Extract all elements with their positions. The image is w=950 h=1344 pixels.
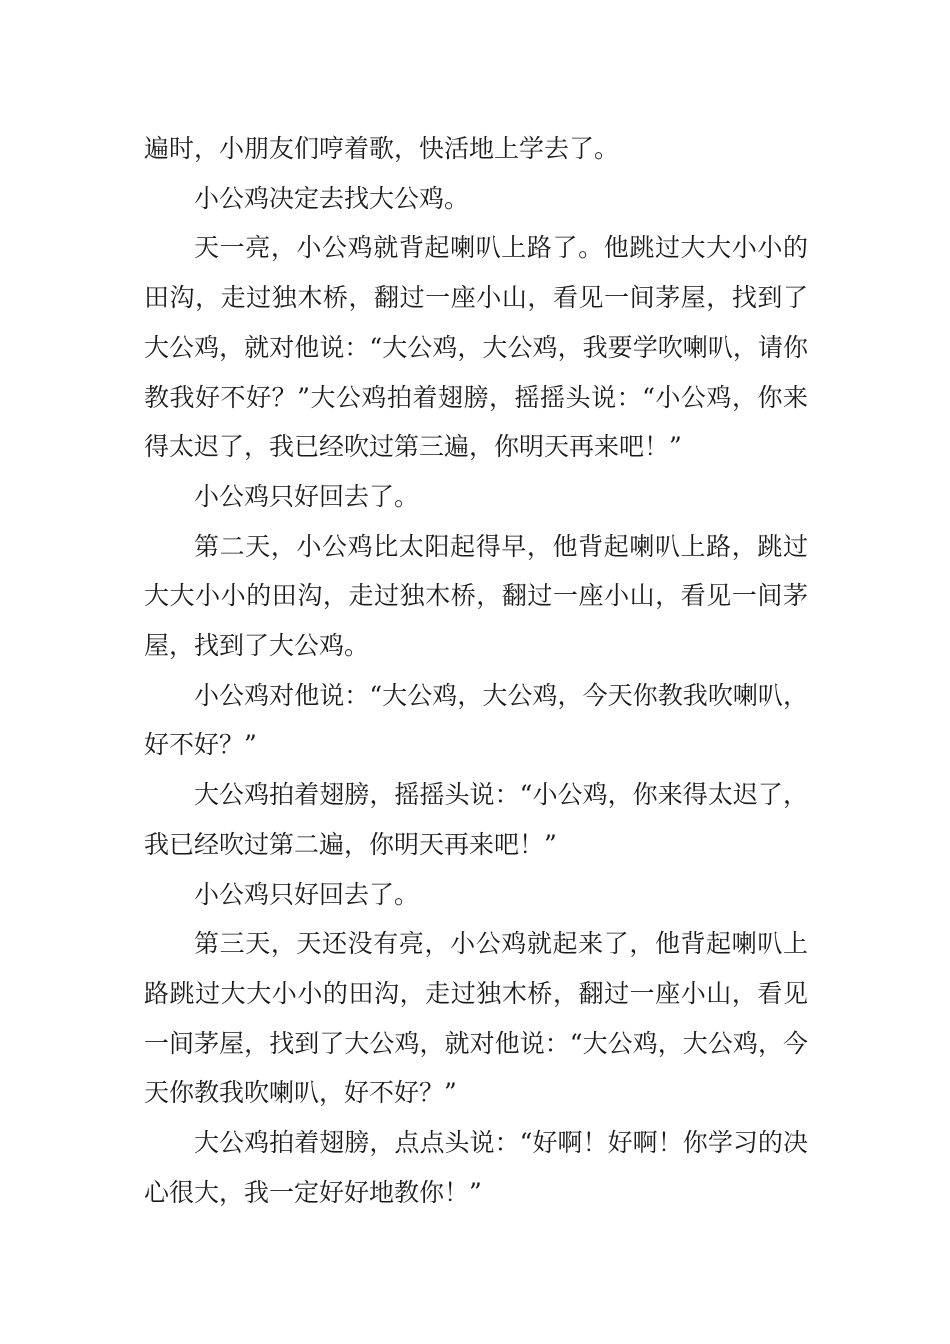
paragraph-6: 小公鸡对他说：“大公鸡，大公鸡，今天你教我吹喇叭，好不好？” — [144, 680, 808, 760]
paragraph-1: 遍时，小朋友们哼着歌，快活地上学去了。 — [144, 134, 620, 163]
paragraph-5: 第二天，小公鸡比太阳起得早，他背起喇叭上路，跳过大大小小的田沟，走过独木桥，翻过一座小山，看见一间茅屋，找到了大公鸡。 — [144, 531, 808, 661]
document-body — [144, 124, 808, 1217]
paragraph-3: 天一亮，小公鸡就背起喇叭上路了。他跳过大大小小的田沟，走过独木桥，翻过一座小山，看见一间茅屋，找到了大公鸡，就对他说：“大公鸡，大公鸡，我要学吹喇叭，请你教我好不好？”大公鸡拍着翅膀，摇摇头说：“小公鸡，你来得太迟了，我已经吹过第三遍，你明天再来吧！” — [144, 233, 808, 462]
paragraph-8: 小公鸡只好回去了。 — [194, 879, 420, 909]
paragraph-7: 大公鸡拍着翅膀，摇摇头说：“小公鸡，你来得太迟了，我已经吹过第二遍，你明天再来吧！” — [144, 780, 808, 859]
paragraph-4: 小公鸡只好回去了。 — [194, 481, 420, 511]
paragraph-10: 大公鸡拍着翅膀，点点头说：“好啊！好啊！你学习的决心很大，我一定好好地教你！” — [144, 1128, 808, 1207]
paragraph-9: 第三天，天还没有亮，小公鸡就起来了，他背起喇叭上路跳过大大小小的田沟，走过独木桥，翻过一座小山，看见一间茅屋，找到了大公鸡，就对他说：“大公鸡，大公鸡，今天你教我吹喇叭，好不好？” — [144, 929, 808, 1108]
paragraph-2: 小公鸡决定去找大公鸡。 — [194, 183, 470, 213]
